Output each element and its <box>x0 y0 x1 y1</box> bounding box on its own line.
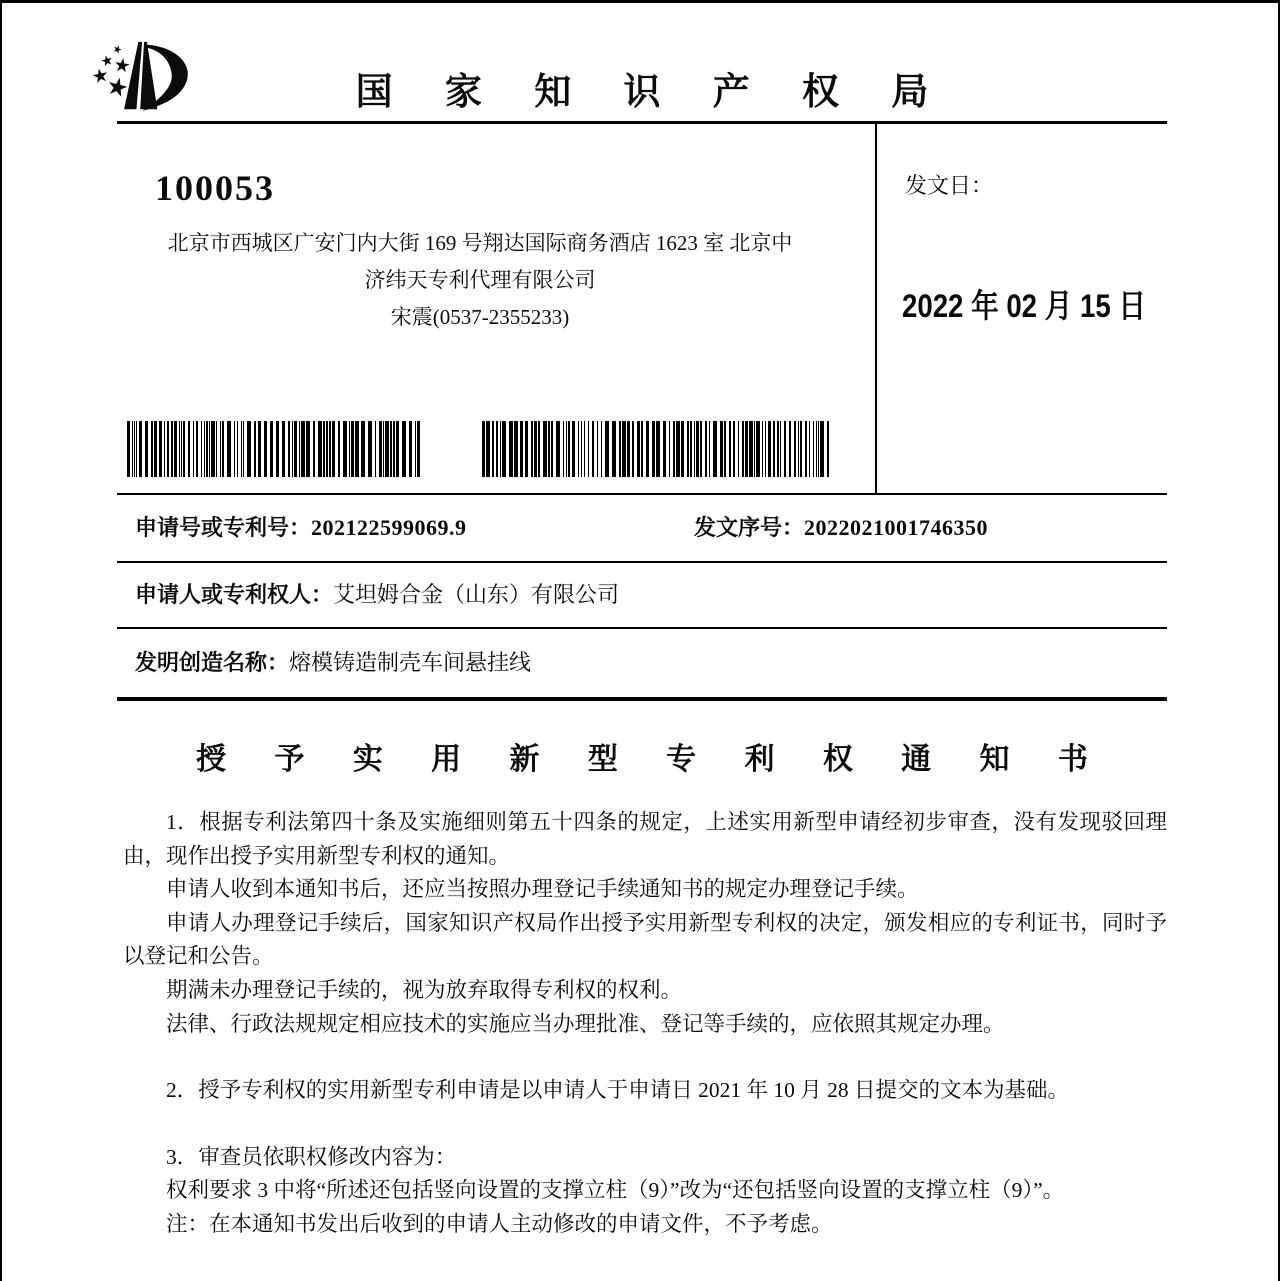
table-row-application-number <box>117 495 1167 561</box>
date-box-divider <box>875 123 877 495</box>
application-number-value: 202122599069.9 <box>311 515 467 540</box>
address-line: 北京市西城区广安门内大街 169 号翔达国际商务酒店 1623 室 北京中 <box>167 231 793 255</box>
barcode-icon <box>482 421 832 477</box>
recipient-address <box>130 225 830 336</box>
notice-paragraph: 2．授予专利权的实用新型专利申请是以申请人于申请日 2021 年 10 月 28 日提交的文本为基础。 <box>166 1078 1070 1103</box>
header-rule <box>117 121 1167 124</box>
applicant-value: 艾坦姆合金（山东）有限公司 <box>333 582 620 607</box>
applicant-label: 申请人或专利权人： <box>135 582 334 607</box>
invention-title-value: 熔模铸造制壳车间悬挂线 <box>289 650 532 675</box>
notice-paragraph: 期满未办理登记手续的，视为放弃取得专利权的权利。 <box>166 977 683 1002</box>
notice-body <box>123 806 1167 1242</box>
dispatch-serial-value: 2022021001746350 <box>804 515 989 540</box>
agency-title: 国 家 知 识 产 权 局 <box>355 71 950 112</box>
notice-paragraph: 权利要求 3 中将“所述还包括竖向设置的支撑立柱（9）”改为“还包括竖向设置的支撑立柱（9）”。 <box>166 1178 1065 1203</box>
notice-paragraph: 1．根据专利法第四十条及实施细则第五十四条的规定，上述实用新型申请经初步审查，没有发现驳回理由，现作出授予实用新型专利权的通知。 <box>123 810 1167 868</box>
notice-paragraph: 申请人收到本通知书后，还应当按照办理登记手续通知书的规定办理登记手续。 <box>166 877 919 902</box>
address-line: 宋震(0537-2355233) <box>390 305 570 329</box>
address-line: 济纬天专利代理有限公司 <box>364 268 596 292</box>
notice-paragraph: 3．审查员依职权修改内容为： <box>166 1144 457 1169</box>
notice-paragraph: 法律、行政法规规定相应技术的实施应当办理批准、登记等手续的，应依照其规定办理。 <box>166 1011 1005 1036</box>
application-number-label: 申请号或专利号： <box>135 515 312 540</box>
notice-paragraph: 注：在本通知书发出后收到的申请人主动修改的申请文件，不予考虑。 <box>166 1211 833 1236</box>
barcode-icon <box>127 421 423 477</box>
dispatch-date-label: 发文日： <box>905 173 994 198</box>
table-row-applicant <box>117 563 1167 627</box>
notice-paragraph: 申请人办理登记手续后，国家知识产权局作出授予实用新型专利权的决定，颁发相应的专利证书，同时予以登记和公告。 <box>123 910 1167 969</box>
table-row-invention-title <box>117 629 1167 697</box>
invention-title-label: 发明创造名称： <box>135 650 290 675</box>
notice-title: 授 予 实 用 新 型 专 利 权 通 知 书 <box>196 743 1108 776</box>
dispatch-serial-label: 发文序号： <box>694 515 805 540</box>
postal-code: 100053 <box>155 168 275 208</box>
table-bottom-rule <box>117 697 1167 701</box>
dispatch-date-value: 2022 年 02 月 15 日 <box>902 288 1146 325</box>
